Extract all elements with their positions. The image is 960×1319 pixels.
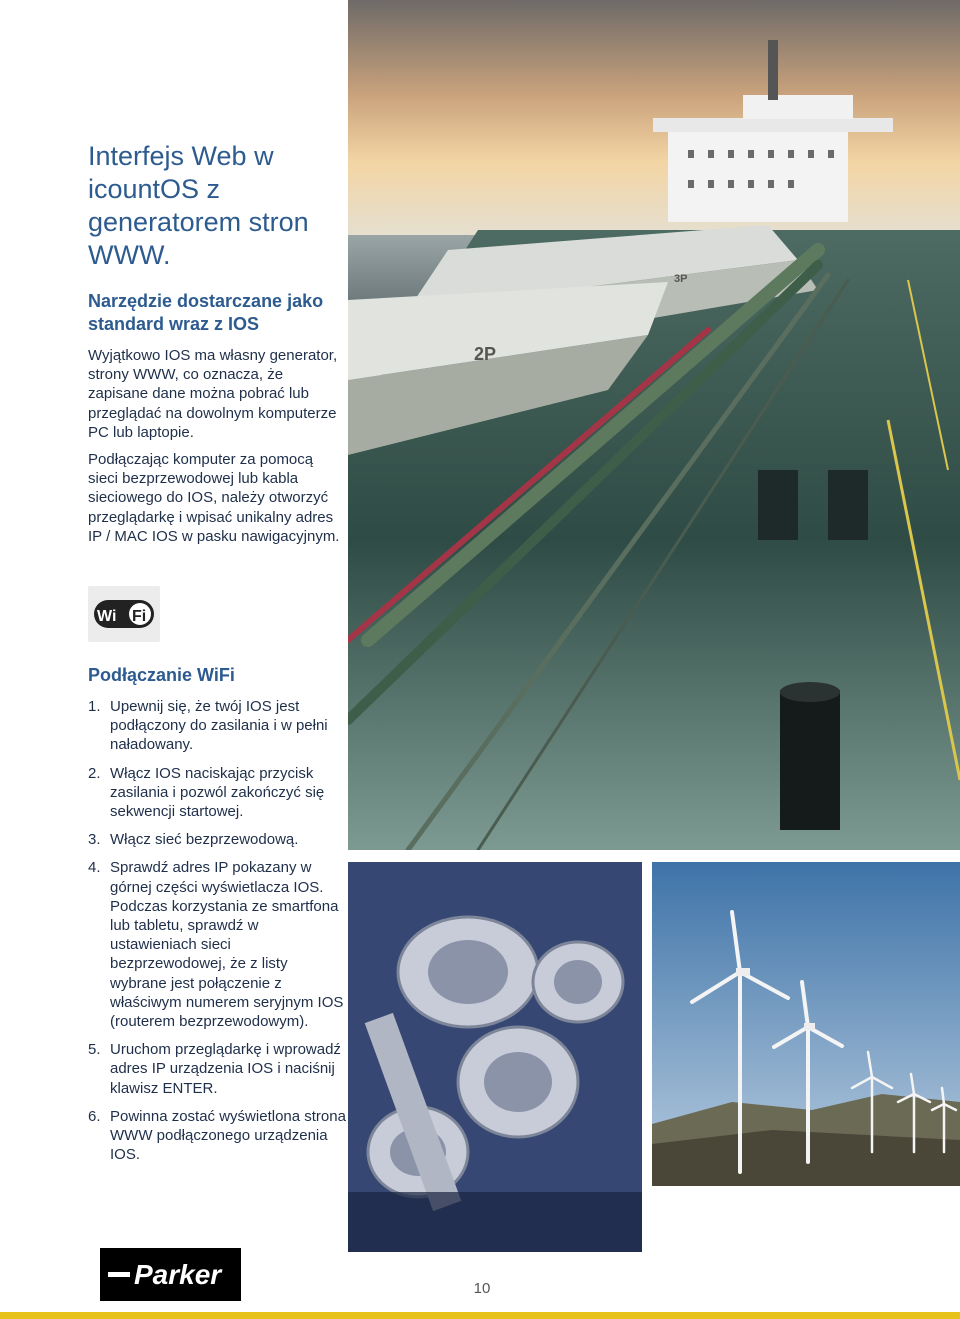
step-text: Uruchom przeglądarkę i wprowadź adres IP urządzenia IOS i naciśnij klawisz ENTER.	[110, 1041, 341, 1097]
metal-cylinders-photo	[348, 862, 642, 1252]
svg-text:Wi: Wi	[97, 608, 117, 625]
step-item	[88, 858, 348, 1031]
page-number: 10	[473, 1280, 491, 1297]
step-text: Włącz IOS naciskając przycisk zasilania i pozwól zakończyć się sekwencji startowej.	[110, 764, 325, 821]
step-number: 1.	[88, 698, 101, 715]
svg-text:Parker: Parker	[134, 1259, 222, 1290]
step-number: 5.	[88, 1041, 101, 1059]
step-item	[88, 764, 348, 822]
step-number: 6.	[88, 1107, 101, 1125]
step-item	[88, 1040, 348, 1098]
ship-deck-photo	[348, 0, 960, 850]
wifi-logo-icon	[88, 586, 160, 642]
section-heading: Podłączanie WiFi	[88, 665, 235, 685]
step-item	[88, 830, 348, 849]
wind-turbines-photo	[652, 862, 960, 1186]
step-text: Sprawdź adres IP pokazany w górnej części wyświetlacza IOS. Podczas korzystania ze smartfona lub tabletu, sprawdź w ustawieniach sieci bezprzewodowej, że z listy wybrane jest połączenie z właściwym numerem seryjnym IOS (routerem bezprzewodowym).	[110, 859, 344, 1031]
step-number: 4.	[88, 859, 101, 877]
parker-logo	[100, 1248, 241, 1301]
connection-paragraph: Podłączając komputer za pomocą sieci bezprzewodowej lub kabla sieciowego do IOS, należy otworzyć przeglądarkę i wpisać unikalny adres IP / MAC IOS w pasku nawigacyjnym.	[88, 451, 340, 545]
step-text: Włącz sieć bezprzewodową.	[110, 831, 299, 849]
subtitle: Narzędzie dostarczane jako standard wraz z IOS	[88, 291, 324, 334]
svg-text:Fi: Fi	[132, 608, 147, 625]
step-number: 2.	[88, 764, 101, 782]
step-number: 3.	[88, 831, 101, 849]
bottom-accent-bar	[0, 1312, 960, 1319]
hatch-label-3p: 3P	[674, 273, 688, 285]
step-text: Upewnij się, że twój IOS jest podłączony do zasilania i w pełni naładowany.	[110, 698, 328, 754]
intro-paragraph: Wyjątkowo IOS ma własny generator, strony WWW, co oznacza, że zapisane dane można pobrać lub przeglądać na dowolnym komputerze PC lub laptopie.	[88, 347, 338, 441]
page-title: Interfejs Web w icountOS z generatorem stron WWW.	[88, 141, 309, 270]
step-item	[88, 1107, 348, 1165]
steps-list	[88, 697, 348, 1164]
step-item	[88, 697, 348, 755]
hatch-label-2p: 2P	[474, 344, 497, 364]
step-text: Powinna zostać wyświetlona strona WWW podłączonego urządzenia IOS.	[110, 1107, 346, 1164]
